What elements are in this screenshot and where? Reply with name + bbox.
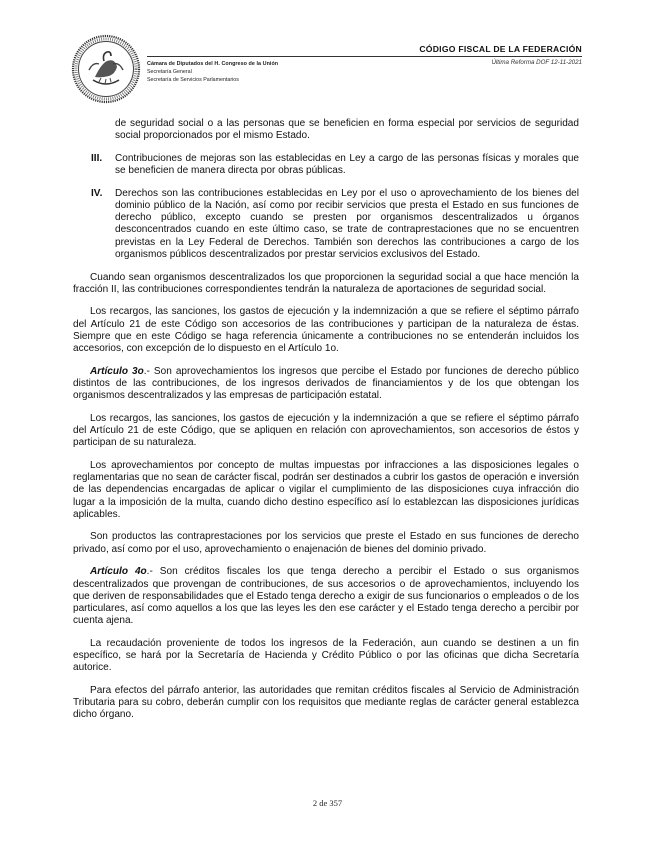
list-item [73, 188, 579, 261]
secretaria-servicios: Secretaría de Servicios Parlamentarios [147, 77, 239, 83]
paragraph: Los recargos, las sanciones, los gastos de ejecución y la indemnización a que se refiere el séptimo párrafo del Artículo 21 de este Código, que se apliquen en relación con aprovechamientos, son accesorios de éstos y participan de su naturaleza. [73, 412, 579, 449]
article-3-text: .- Son aprovechamientos los ingresos que percibe el Estado por funciones de derecho público distintos de las contribuciones, de los ingresos derivados de financiamientos y de los que obtengan los organismos descentralizados y las empresas de participación estatal. [73, 365, 579, 402]
chamber-name: Cámara de Diputados del H. Congreso de la Unión [147, 61, 279, 67]
header-institution [147, 60, 278, 84]
item-text: Derechos son las contribuciones establecidas en Ley por el uso o aprovechamiento de los bienes del dominio público de la Nación, así como por recibir servicios que presta el Estado en sus funciones de derecho público, excepto cuando se presten por organismos descentralizados u órganos desconcentrados cuando en este último caso, se trate de contraprestaciones que no se encuentren previstas en la Ley Federal de Derechos. También son derechos las contribuciones a cargo de los organismos públicos descentralizados por prestar servicios exclusivos del Estado. [115, 187, 579, 260]
paragraph: Los recargos, las sanciones, los gastos de ejecución y la indemnización a que se refiere el séptimo párrafo del Artículo 21 de este Código son accesorios de las contribuciones y participan de la naturaleza de éstas. Siempre que en este Código se haga referencia únicamente a contribuciones no se entenderán incluidos los accesorios, con excepción de lo dispuesto en el Artículo 1o. [73, 306, 579, 355]
page-number: 2 de 357 [312, 798, 343, 808]
last-reform-note: Última Reforma DOF 12-11-2021 [491, 59, 582, 66]
article-3-paragraph [73, 366, 579, 403]
paragraph: Los aprovechamientos por concepto de multas impuestas por infracciones a las disposiciones legales o reglamentarias que no sean de carácter fiscal, podrán ser destinados a cubrir los gastos de operación e inversión de las dependencias encargadas de aplicar o vigilar el cumplimiento de las disposiciones cuya infracción dio lugar a la imposición de la multa, cuando dicho destino específico así lo establezcan las disposiciones jurídicas aplicables. [73, 459, 579, 520]
article-4-paragraph [73, 566, 579, 627]
article-4-label: Artículo 4o [90, 566, 147, 578]
paragraph: Para efectos del párrafo anterior, las autoridades que remitan créditos fiscales al Servicio de Administración Tributaria para su cobro, deberán cumplir con los requisitos que mediante reglas de carácter general establezca dicho órgano. [73, 685, 579, 721]
article-3-label: Artículo 3o [90, 365, 144, 377]
document-body [73, 118, 579, 732]
document-title: CÓDIGO FISCAL DE LA FEDERACIÓN [419, 44, 582, 54]
list-item [73, 153, 579, 177]
secretaria-general: Secretaría General [147, 69, 192, 75]
list-item-continuation [73, 118, 579, 142]
paragraph: Cuando sean organismos descentralizados los que proporcionen la seguridad social a que hace mención la fracción II, las contribuciones correspondientes tendrán la naturaleza de aportaciones de seguridad social. [73, 271, 579, 295]
header-title-block [419, 44, 582, 54]
item-number: III. [91, 152, 103, 164]
paragraph: La recaudación proveniente de todos los ingresos de la Federación, aun cuando se destinen a un fin específico, se hará por la Secretaría de Hacienda y Crédito Público o por las oficinas que dicha Secretaría autorice. [73, 637, 579, 674]
item-text: Contribuciones de mejoras son las establecidas en Ley a cargo de las personas físicas y morales que se beneficien de manera directa por obras públicas. [115, 152, 579, 177]
header-rule [147, 56, 582, 57]
article-4-text: .- Son créditos fiscales los que tenga derecho a percibir el Estado o sus organismos descentralizados que provengan de contribuciones, de sus accesorios o de aprovechamientos, incluyendo los que deriven de responsabilidades que el Estado tenga derecho a exigir de sus funcionarios o empleados o de los particulares, así como aquellos a los que las leyes les den ese carácter y el Estado tenga derecho a percibir por cuenta ajena. [73, 566, 579, 627]
continuation-text: de seguridad social o a las personas que se beneficien en forma especial por servicios de seguridad social proporcionados por el mismo Estado. [115, 118, 579, 142]
paragraph: Son productos las contraprestaciones por los servicios que preste el Estado en sus funciones de derecho privado, así como por el uso, aprovechamiento o enajenación de bienes del dominio privado. [73, 531, 579, 555]
item-number: IV. [91, 187, 103, 199]
coat-of-arms-seal-icon [71, 34, 141, 104]
